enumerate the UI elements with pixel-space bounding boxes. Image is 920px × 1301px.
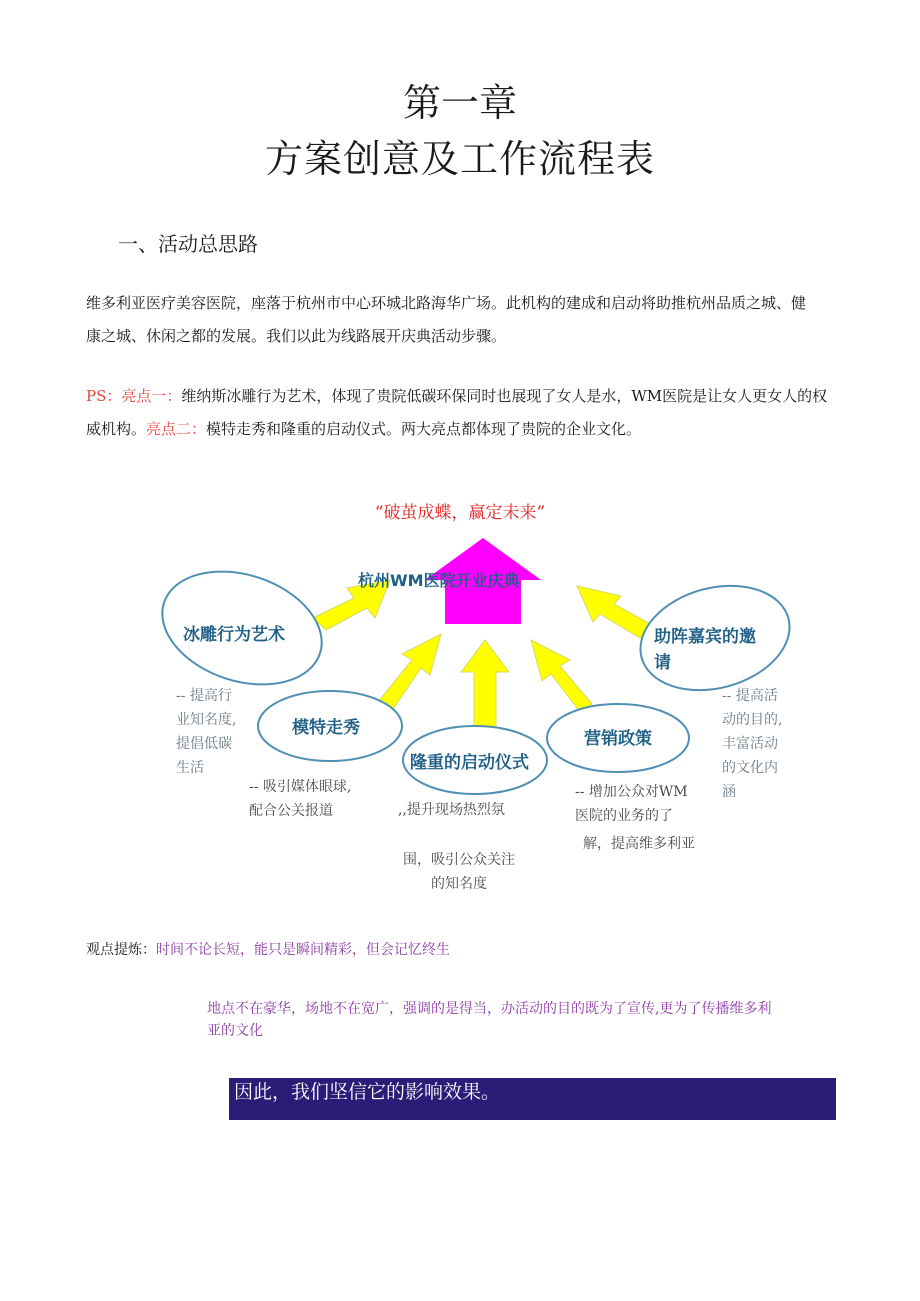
highlight1-text: 维纳斯冰雕行为艺术，体现了贵院低碳环保同时也展现了女人是水，WM医院是让女人更女人的权 (181, 387, 828, 405)
viewpoint-line-1 (86, 938, 450, 962)
diagram-center-label: 杭州WM医院开业庆典 (358, 571, 520, 590)
note-line: 解，提高维多利亚 (583, 836, 695, 852)
node-model-label: 模特走秀 (292, 718, 360, 738)
highlight1-text-cont: 威机构。 (86, 420, 147, 438)
arrow-from-marketing (531, 640, 592, 712)
chapter-subtitle: 方案创意及工作流程表 (264, 137, 655, 181)
note-line: 配合公关报道 (249, 803, 333, 819)
note-line: 围，吸引公众关注 (403, 852, 515, 868)
note-line: 的文化内 (722, 760, 778, 776)
arrow-from-ceremony (461, 640, 509, 730)
intro-line-1: 维多利亚医疗美容医院，座落于杭州市中心环城北路海华广场。此机构的建成和启动将助推杭州品质之城、健 (86, 294, 807, 312)
node-ice-label: 冰雕行为艺术 (183, 625, 285, 645)
chapter-title: 第一章 (402, 81, 517, 125)
note-line: 医院的业务的了 (575, 808, 673, 824)
node-guests-label-line-2: 请 (654, 653, 671, 673)
viewpoint-line-2 (207, 998, 847, 1042)
note-ceremony-2 (398, 848, 520, 896)
arrow-from-guests (577, 586, 654, 638)
viewpoint-label: 观点提炼： (86, 942, 156, 958)
viewpoint-text-2b: 亚的文化 (207, 1023, 263, 1039)
conclusion-banner: 因此，我们坚信它的影响效果。 (229, 1078, 836, 1120)
note-guests (722, 684, 782, 804)
note-line: -- 增加公众对WM (575, 784, 688, 800)
node-guests-label-line-1: 助阵嘉宾的邀 (654, 627, 756, 647)
note-marketing (575, 780, 695, 856)
node-marketing-label: 营销政策 (584, 729, 652, 749)
highlight2-label: 亮点二： (146, 420, 207, 438)
note-line: 的知名度 (431, 876, 487, 892)
note-line: 丰富活动 (722, 736, 778, 752)
note-line: 涵 (722, 784, 736, 800)
note-line: 提倡低碳 (176, 736, 232, 752)
arrow-from-model (378, 634, 441, 712)
note-line: 生活 (176, 760, 204, 776)
note-line: -- 提高活 (722, 688, 778, 704)
node-guests-label (654, 624, 756, 676)
note-ice (176, 684, 236, 780)
note-line: 动的目的, (722, 712, 783, 728)
intro-line-2: 康之城、休闲之都的发展。我们以此为线路展开庆典活动步骤。 (86, 327, 507, 345)
viewpoint-text-2a: 地点不在豪华，场地不在宽广，强调的是得当，办活动的目的既为了宣传,更为了传播维多利 (207, 1001, 772, 1017)
ps-label: PS： (86, 387, 122, 405)
node-ceremony-label: 隆重的启动仪式 (410, 753, 529, 773)
diagram-slogan: “破茧成蝶，赢定未来” (374, 503, 546, 523)
note-ceremony-1: ,,提升现场热烈氛 (398, 802, 505, 818)
highlight1-label: 亮点一： (121, 387, 182, 405)
section-heading: 一、活动总思路 (118, 232, 258, 256)
note-line: 业知名度, (176, 712, 237, 728)
note-model (249, 775, 351, 823)
note-line: -- 吸引媒体眼球, (249, 779, 352, 795)
viewpoint-text-1: 时间不论长短，能只是瞬间精彩，但会记忆终生 (156, 942, 450, 958)
highlight2-text: 模特走秀和隆重的启动仪式。两大亮点都体现了贵院的企业文化。 (206, 420, 642, 438)
note-line: -- 提高行 (176, 688, 232, 704)
